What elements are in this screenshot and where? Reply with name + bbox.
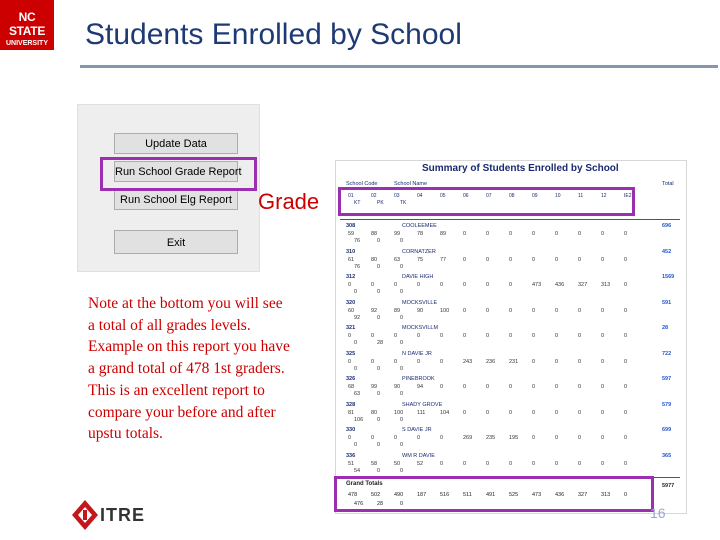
grade-cell: 0 xyxy=(532,384,536,390)
school-total: 579 xyxy=(662,401,672,408)
grade-cell: 111 xyxy=(417,409,426,416)
school-name: MOCKSVILLM xyxy=(402,325,439,331)
grade-cell: 0 xyxy=(486,333,490,339)
grade-cell: 0 xyxy=(394,282,398,288)
grand-total-cell: 490 xyxy=(394,492,404,498)
grade-cell: 0 xyxy=(377,365,381,372)
grade-cell: 99 xyxy=(371,384,378,390)
grade-cell: 59 xyxy=(348,231,355,237)
itre-logo-icon xyxy=(72,500,98,530)
grade-cell: 0 xyxy=(348,435,352,441)
grade-cell: 0 xyxy=(601,358,605,365)
grade-header: 02 xyxy=(371,193,377,199)
grade-cell: 0 xyxy=(400,238,404,244)
grade-cell: 0 xyxy=(354,365,358,372)
grade-cell: 50 xyxy=(394,460,401,467)
grade-cell: 0 xyxy=(486,384,490,390)
grade-cell: 0 xyxy=(440,384,444,390)
grade-cell: 0 xyxy=(486,307,490,314)
logo-line1: NC STATE xyxy=(8,10,46,38)
grade-cell: 0 xyxy=(400,314,404,321)
grade-cell: 0 xyxy=(624,384,628,390)
grade-cell: 0 xyxy=(463,307,467,314)
grade-cell: 0 xyxy=(509,307,513,314)
grade-cell: 0 xyxy=(394,358,398,365)
grade-cell: 0 xyxy=(578,307,582,314)
school-code: 325 xyxy=(346,350,356,357)
grade-cell: 243 xyxy=(463,358,473,365)
run-school-elg-report-button[interactable]: Run School Elg Report xyxy=(114,189,238,210)
ncstate-logo xyxy=(0,0,54,50)
grade-header: 11 xyxy=(578,193,584,199)
grade-cell: 313 xyxy=(601,282,611,288)
grade-cell: 473 xyxy=(532,282,542,288)
grade-cell: 0 xyxy=(400,340,404,346)
grand-total-cell: 0 xyxy=(624,492,628,498)
school-code: 321 xyxy=(346,325,356,331)
grade-cell: 0 xyxy=(624,307,628,314)
grade-cell: 0 xyxy=(400,416,404,423)
grade-cell: 0 xyxy=(348,282,352,288)
grand-total-cell: 511 xyxy=(463,492,472,498)
grade-cell: 0 xyxy=(601,384,605,390)
grade-header: 12 xyxy=(601,193,607,199)
grade-cell: 0 xyxy=(400,391,404,397)
report-col-school-code: School Code xyxy=(346,181,378,187)
grade-cell: 0 xyxy=(440,333,444,339)
school-code: 308 xyxy=(346,223,356,229)
grade-cell: 0 xyxy=(601,231,605,237)
grade-cell: 0 xyxy=(377,442,381,448)
exit-button[interactable]: Exit xyxy=(114,230,238,254)
grade-cell: 0 xyxy=(440,358,444,365)
grade-cell: 0 xyxy=(601,333,605,339)
grand-total-cell: 516 xyxy=(440,492,450,498)
grade-cell: 51 xyxy=(348,460,355,467)
grade-cell: 61 xyxy=(348,256,355,263)
grade-cell: 0 xyxy=(532,460,536,467)
grade-cell: 77 xyxy=(440,256,447,263)
grade-cell: 0 xyxy=(601,307,605,314)
grade-cell: 0 xyxy=(624,358,628,365)
grade-cell: 0 xyxy=(601,256,605,263)
grade-cell: 106 xyxy=(354,416,364,423)
school-name: N DAVIE JR xyxy=(402,350,432,357)
grade-cell: 0 xyxy=(532,231,536,237)
grade-cell: 0 xyxy=(624,231,628,237)
school-code: 328 xyxy=(346,401,356,408)
grade-cell: 436 xyxy=(555,282,565,288)
grade-header: PK xyxy=(377,200,384,206)
grade-cell: 89 xyxy=(394,307,401,314)
grade-cell: 0 xyxy=(555,333,559,339)
grade-cell: 0 xyxy=(400,467,404,474)
grade-cell: 76 xyxy=(354,263,361,270)
school-name: WM R DAVIE xyxy=(402,452,435,459)
grade-cell: 89 xyxy=(440,231,447,237)
grade-cell: 0 xyxy=(377,314,381,321)
grade-cell: 28 xyxy=(377,340,384,346)
grade-cell: 58 xyxy=(371,460,378,467)
grade-report-highlight xyxy=(100,157,257,191)
grade-cell: 0 xyxy=(371,282,375,288)
school-code: 336 xyxy=(346,452,356,459)
grade-cell: 0 xyxy=(377,289,381,295)
grade-cell: 0 xyxy=(486,409,490,416)
grade-cell: 0 xyxy=(555,231,559,237)
grade-cell: 0 xyxy=(371,333,375,339)
grade-header-highlight xyxy=(338,187,635,216)
grade-cell: 0 xyxy=(394,435,398,441)
school-code: 312 xyxy=(346,274,356,280)
grand-total-cell: 436 xyxy=(555,492,565,498)
grade-cell: 269 xyxy=(463,435,473,441)
grade-cell: 0 xyxy=(377,238,381,244)
grade-cell: 0 xyxy=(486,231,490,237)
school-total: 28 xyxy=(662,325,669,331)
grade-cell: 63 xyxy=(354,391,361,397)
grand-total-cell: 476 xyxy=(354,501,364,507)
grade-header: TK xyxy=(400,200,407,206)
grade-cell: 52 xyxy=(417,460,424,467)
school-code: 320 xyxy=(346,299,356,306)
grade-cell: 0 xyxy=(532,409,536,416)
grade-cell: 0 xyxy=(400,442,404,448)
grade-cell: 0 xyxy=(440,282,444,288)
grade-cell: 0 xyxy=(463,460,467,467)
grade-header: IE2 xyxy=(624,193,632,199)
grade-cell: 0 xyxy=(601,460,605,467)
grade-cell: 0 xyxy=(440,435,444,441)
grade-header: 04 xyxy=(417,193,423,199)
grade-cell: 0 xyxy=(578,384,582,390)
grade-cell: 0 xyxy=(578,333,582,339)
grade-callout-label: Grade xyxy=(258,189,320,214)
grade-cell: 0 xyxy=(486,460,490,467)
grade-cell: 0 xyxy=(578,460,582,467)
school-name: MOCKSVILLE xyxy=(402,299,438,306)
school-total: 591 xyxy=(662,299,672,306)
grade-cell: 0 xyxy=(463,333,467,339)
grade-cell: 99 xyxy=(394,231,401,237)
grand-total-cell: 491 xyxy=(486,492,496,498)
grade-cell: 0 xyxy=(624,409,628,416)
grade-cell: 68 xyxy=(348,384,355,390)
grade-cell: 0 xyxy=(509,384,513,390)
grade-cell: 76 xyxy=(354,238,361,244)
grade-cell: 235 xyxy=(486,435,496,441)
grade-header: 05 xyxy=(440,193,446,199)
grade-cell: 0 xyxy=(555,384,559,390)
grade-header: KT xyxy=(354,200,361,206)
grade-cell: 0 xyxy=(354,289,358,295)
school-name: COOLEEMEE xyxy=(402,223,437,229)
grade-cell: 0 xyxy=(377,263,381,270)
grade-cell: 0 xyxy=(400,365,404,372)
grade-cell: 100 xyxy=(440,307,450,314)
school-code: 310 xyxy=(346,248,356,255)
grade-cell: 81 xyxy=(348,409,355,416)
grade-cell: 0 xyxy=(394,333,398,339)
grade-cell: 90 xyxy=(394,384,401,390)
school-total: 696 xyxy=(662,223,672,229)
grade-cell: 88 xyxy=(371,231,378,237)
report-title: Summary of Students Enrolled by School xyxy=(422,163,619,174)
school-total: 699 xyxy=(662,427,672,433)
grade-cell: 0 xyxy=(463,231,467,237)
school-total: 452 xyxy=(662,248,672,255)
grade-header: 03 xyxy=(394,193,400,199)
title-rule xyxy=(80,65,718,68)
grade-cell: 0 xyxy=(486,282,490,288)
grade-cell: 0 xyxy=(463,409,467,416)
grand-total-cell: 187 xyxy=(417,492,427,498)
grade-cell: 92 xyxy=(371,307,378,314)
grade-cell: 0 xyxy=(578,435,582,441)
report-col-total: Total xyxy=(662,181,674,187)
grade-cell: 0 xyxy=(555,358,559,365)
grade-cell: 0 xyxy=(417,333,421,339)
school-code: 330 xyxy=(346,427,356,433)
grand-total-cell: 473 xyxy=(532,492,542,498)
grade-cell: 92 xyxy=(354,314,361,321)
grade-cell: 0 xyxy=(463,282,467,288)
grade-cell: 0 xyxy=(578,358,582,365)
grade-cell: 0 xyxy=(509,256,513,263)
grade-cell: 0 xyxy=(624,333,628,339)
page-number: 16 xyxy=(650,505,666,521)
grade-cell: 0 xyxy=(509,282,513,288)
school-name: CORNATZER xyxy=(402,248,436,255)
grand-total-cell: 28 xyxy=(377,501,384,507)
grade-cell: 104 xyxy=(440,409,450,416)
grade-cell: 0 xyxy=(417,435,421,441)
grade-cell: 90 xyxy=(417,307,424,314)
itre-brand: ITRE xyxy=(100,505,146,525)
grade-cell: 0 xyxy=(624,282,628,288)
grade-cell: 0 xyxy=(509,460,513,467)
school-total: 365 xyxy=(662,452,672,459)
grade-cell: 0 xyxy=(532,256,536,263)
grade-cell: 0 xyxy=(601,409,605,416)
grade-cell: 231 xyxy=(509,358,519,365)
school-name: PINEBROOK xyxy=(402,376,435,382)
grand-total-cell: 313 xyxy=(601,492,611,498)
school-name: SHADY GROVE xyxy=(402,401,443,408)
grade-cell: 0 xyxy=(463,256,467,263)
grade-cell: 0 xyxy=(440,460,444,467)
report-col-school-name: School Name xyxy=(394,181,428,187)
grade-cell: 0 xyxy=(532,333,536,339)
grade-cell: 0 xyxy=(624,435,628,441)
grade-cell: 0 xyxy=(463,384,467,390)
grade-cell: 0 xyxy=(417,358,421,365)
grade-cell: 0 xyxy=(417,282,421,288)
grade-cell: 0 xyxy=(555,256,559,263)
grade-cell: 80 xyxy=(371,409,378,416)
grade-cell: 0 xyxy=(578,256,582,263)
grade-cell: 94 xyxy=(417,384,424,390)
grade-cell: 80 xyxy=(371,256,378,263)
grade-cell: 0 xyxy=(555,409,559,416)
grade-cell: 0 xyxy=(509,333,513,339)
grand-totals-highlight xyxy=(334,476,654,512)
grade-cell: 0 xyxy=(624,460,628,467)
grade-header: 09 xyxy=(532,193,538,199)
grade-cell: 75 xyxy=(417,256,424,263)
grade-cell: 0 xyxy=(377,416,381,423)
grade-cell: 0 xyxy=(400,263,404,270)
school-code: 326 xyxy=(346,376,356,382)
logo-line2: UNIVERSITY xyxy=(5,40,48,47)
note-text: Note at the bottom you will see a total of all grades levels. Example on this report you have a grand total of 478 1st graders. This is an excellent report to compare your before and after upstu totals. xyxy=(88,295,290,443)
school-total: 597 xyxy=(662,376,672,382)
grade-cell: 0 xyxy=(555,435,559,441)
grade-cell: 0 xyxy=(354,340,358,346)
grade-cell: 0 xyxy=(578,231,582,237)
report-header-rule xyxy=(340,219,680,220)
update-data-button[interactable]: Update Data xyxy=(114,133,238,154)
grade-cell: 0 xyxy=(601,435,605,441)
grade-cell: 0 xyxy=(400,289,404,295)
grade-cell: 0 xyxy=(532,358,536,365)
run-school-grade-report-button[interactable]: Run School Grade Report xyxy=(114,161,238,182)
grade-header: 08 xyxy=(509,193,515,199)
grade-cell: 236 xyxy=(486,358,496,365)
grade-cell: 100 xyxy=(394,409,404,416)
grand-total-cell: 327 xyxy=(578,492,588,498)
grade-cell: 195 xyxy=(509,435,519,441)
grade-cell: 0 xyxy=(371,435,375,441)
grand-total-cell: 0 xyxy=(400,501,404,507)
grade-cell: 0 xyxy=(377,391,381,397)
school-total: 1569 xyxy=(662,274,675,280)
grade-header: 01 xyxy=(348,193,354,199)
grade-cell: 0 xyxy=(532,307,536,314)
grade-cell: 54 xyxy=(354,467,361,474)
school-name: S DAVIE JR xyxy=(402,427,432,433)
grade-cell: 0 xyxy=(371,358,375,365)
school-total: 722 xyxy=(662,350,672,357)
grand-total-cell: 502 xyxy=(371,492,381,498)
grade-cell: 0 xyxy=(486,256,490,263)
grade-cell: 63 xyxy=(394,256,401,263)
grade-cell: 0 xyxy=(532,435,536,441)
slide-title: Students Enrolled by School xyxy=(85,18,462,51)
grade-cell: 0 xyxy=(348,358,352,365)
grade-cell: 0 xyxy=(509,409,513,416)
grand-total-value: 5977 xyxy=(662,483,675,489)
grade-cell: 0 xyxy=(377,467,381,474)
grade-header: 06 xyxy=(463,193,469,199)
grade-cell: 60 xyxy=(348,307,355,314)
grade-cell: 0 xyxy=(354,442,358,448)
grade-header: 10 xyxy=(555,193,561,199)
grade-cell: 0 xyxy=(555,460,559,467)
grand-total-cell: 525 xyxy=(509,492,519,498)
grade-cell: 0 xyxy=(624,256,628,263)
grade-cell: 0 xyxy=(555,307,559,314)
grand-totals-label: Grand Totals xyxy=(346,481,383,487)
grade-cell: 78 xyxy=(417,231,424,237)
grade-cell: 327 xyxy=(578,282,588,288)
school-name: DAVIE HIGH xyxy=(402,274,434,280)
grand-total-cell: 478 xyxy=(348,492,358,498)
grade-cell: 0 xyxy=(509,231,513,237)
grade-cell: 0 xyxy=(578,409,582,416)
grade-cell: 0 xyxy=(348,333,352,339)
grade-header: 07 xyxy=(486,193,492,199)
